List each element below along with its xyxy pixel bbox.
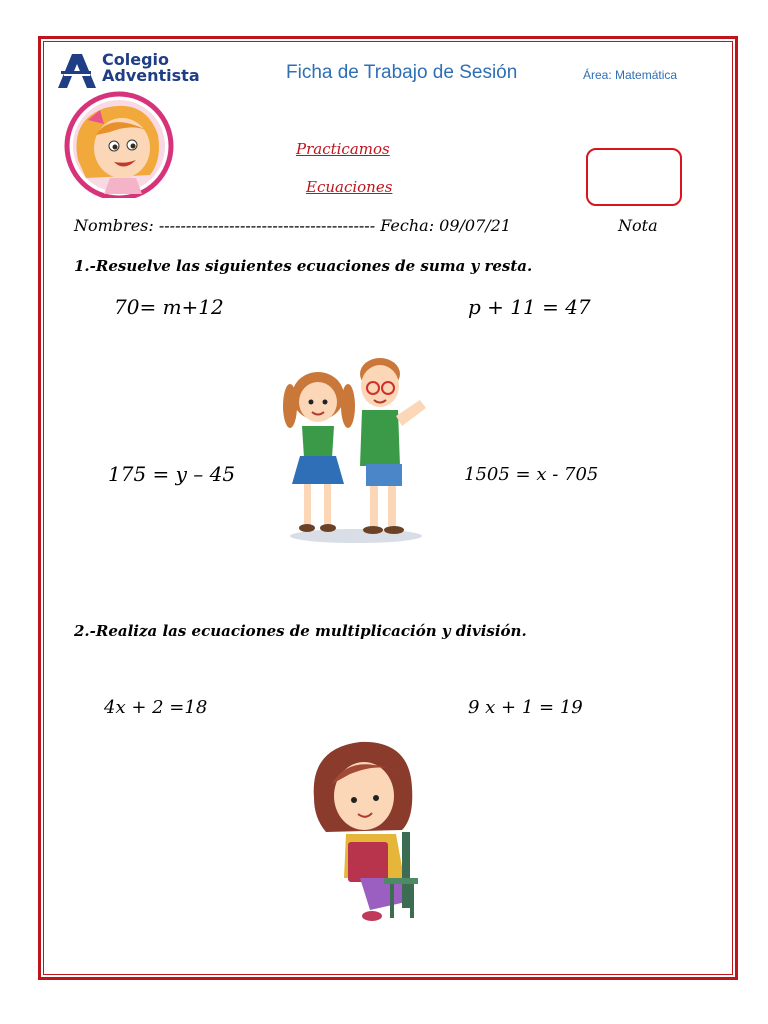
equation-5: 4x + 2 =18 — [104, 697, 208, 718]
equation-2: p + 11 = 47 — [468, 295, 591, 319]
grade-label: Nota — [618, 216, 658, 235]
topic-heading: Ecuaciones — [306, 178, 393, 196]
two-kids-illustration — [276, 348, 436, 544]
section2-instruction: 2.-Realiza las ecuaciones de multiplicación y división. — [74, 622, 527, 640]
school-name-line2: Adventista — [102, 66, 200, 85]
student-name-date-line: Nombres: ---------------------------------------- Fecha: 09/07/21 — [74, 216, 512, 235]
practice-heading: Practicamos — [296, 140, 390, 158]
grade-box[interactable] — [586, 148, 682, 206]
reading-girl-illustration — [310, 738, 430, 928]
girl-avatar-illustration — [50, 90, 188, 198]
section1-instruction: 1.-Resuelve las siguientes ecuaciones de suma y resta. — [74, 257, 533, 275]
subject-area: Área: Matemática — [583, 68, 678, 82]
school-name-line1: Colegio — [102, 50, 169, 69]
equation-4: 1505 = x - 705 — [464, 464, 599, 485]
page-title: Ficha de Trabajo de Sesión — [286, 62, 518, 83]
equation-1: 70= m+12 — [114, 295, 224, 319]
equation-3: 175 = y – 45 — [108, 462, 236, 486]
school-name — [102, 52, 200, 84]
equation-6: 9 x + 1 = 19 — [468, 697, 583, 718]
school-logo-icon — [58, 54, 96, 88]
school-logo — [58, 52, 228, 92]
